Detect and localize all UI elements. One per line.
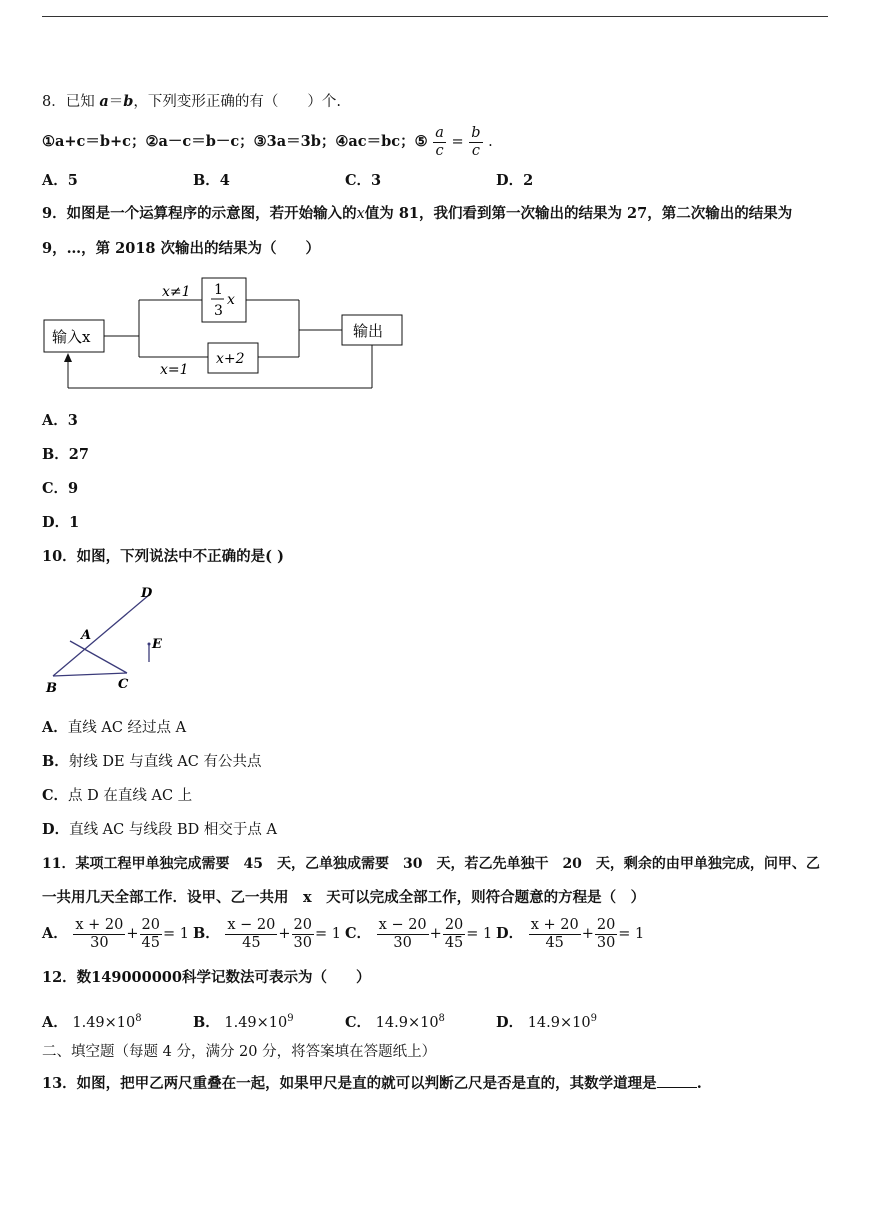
- cond-top: x≠1: [162, 284, 191, 300]
- point-b-label: B: [46, 681, 57, 696]
- header-rule: [42, 16, 828, 17]
- q10-option-a[interactable]: A．直线 AC 经过点 A: [42, 719, 187, 736]
- divide-box: [202, 278, 246, 322]
- answer-blank[interactable]: [657, 1073, 697, 1088]
- frac-den: 3: [214, 303, 223, 319]
- q9-option-c[interactable]: C．9: [42, 480, 79, 497]
- q8-option-a[interactable]: A．5: [42, 172, 78, 189]
- q8-option-d[interactable]: D．2: [496, 172, 534, 189]
- output-label: 输出: [353, 322, 384, 340]
- q10-geometry-figure: [40, 582, 180, 700]
- q10-stem: 10．如图，下列说法中不正确的是( ): [42, 548, 284, 565]
- input-label: 输入x: [52, 328, 91, 346]
- q12-option-b[interactable]: B． $1.49\times 10^9$: [193, 1013, 294, 1031]
- q8-option-c[interactable]: C．3: [345, 172, 382, 189]
- frac-num: 1: [214, 282, 223, 298]
- q9-option-b[interactable]: B．27: [42, 446, 89, 463]
- box-bottom-label: x+2: [216, 351, 245, 367]
- q9-stem-line1: 9．如图是一个运算程序的示意图，若开始输入的x值为 81，我们看到第一次输出的结果为 27，第二次输出的结果为: [42, 205, 793, 222]
- q11-stem-line1: 11．某项工程甲单独完成需要 45 天，乙单独成需要 30 天，若乙先单独干 20 天，剩余的由甲单独完成，问甲、乙: [42, 856, 820, 872]
- q10-option-b[interactable]: B．射线 DE 与直线 AC 有公共点: [42, 753, 262, 770]
- point-c-label: C: [118, 677, 129, 692]
- frac-var: x: [227, 292, 235, 308]
- q8-frac-right: $\frac{b}{c}$: [471, 124, 481, 159]
- point-a-label: A: [81, 628, 92, 643]
- point-d-label: D: [141, 586, 153, 601]
- section-heading: 二、填空题（每题 4 分，满分 20 分，将答案填在答题纸上）: [42, 1044, 437, 1060]
- q11-option-b[interactable]: B． $\frac{x - 20}{45}$ + $\frac{20}{30}$ = 1: [193, 916, 341, 951]
- q11-option-d[interactable]: D． $\frac{x + 20}{45}$ + $\frac{20}{30}$ = 1: [496, 916, 645, 951]
- q9-flow-diagram: [40, 272, 410, 392]
- q8-items: ①a+c＝b+c；②a－c＝b－c；③3a＝3b；④ac＝bc；⑤ $\frac{a}{c}$ = $\frac{b}{c}$ .: [42, 124, 493, 159]
- q8-frac-left: $\frac{a}{c}$: [435, 124, 444, 159]
- q9-option-a[interactable]: A．3: [42, 412, 78, 429]
- q12-option-d[interactable]: D． $14.9\times 10^9$: [496, 1013, 597, 1031]
- q9-option-d[interactable]: D．1: [42, 514, 80, 531]
- cond-bottom: x=1: [160, 362, 189, 378]
- q8-stem: 8．已知 a＝b，下列变形正确的有（ ）个.: [42, 93, 341, 110]
- q9-stem-line2: 9，…，第 2018 次输出的结果为（ ）: [42, 240, 321, 257]
- q11-stem-line2: 一共用几天全部工作．设甲、乙一共用 x 天可以完成全部工作，则符合题意的方程是（ ）: [42, 889, 646, 906]
- q10-option-d[interactable]: D．直线 AC 与线段 BD 相交于点 A: [42, 821, 277, 838]
- q8-option-b[interactable]: B．4: [193, 172, 230, 189]
- q10-option-c[interactable]: C．点 D 在直线 AC 上: [42, 787, 193, 804]
- q12-stem: 12．数149000000科学记数法可表示为（ ）: [42, 969, 371, 986]
- point-e-label: E: [152, 637, 162, 652]
- q11-option-a[interactable]: A． $\frac{x + 20}{30}$ + $\frac{20}{45}$ = 1: [42, 916, 189, 951]
- arrow-up-icon: [64, 353, 72, 362]
- q13-stem: 13．如图，把甲乙两尺重叠在一起，如果甲尺是直的就可以判断乙尺是否是直的，其数学道理是 .: [42, 1075, 702, 1092]
- q12-option-a[interactable]: A． $1.49\times 10^8$: [42, 1013, 142, 1031]
- q12-option-c[interactable]: C． $14.9\times 10^8$: [345, 1013, 445, 1031]
- q11-option-c[interactable]: C． $\frac{x - 20}{30}$ + $\frac{20}{45}$ = 1: [345, 916, 493, 951]
